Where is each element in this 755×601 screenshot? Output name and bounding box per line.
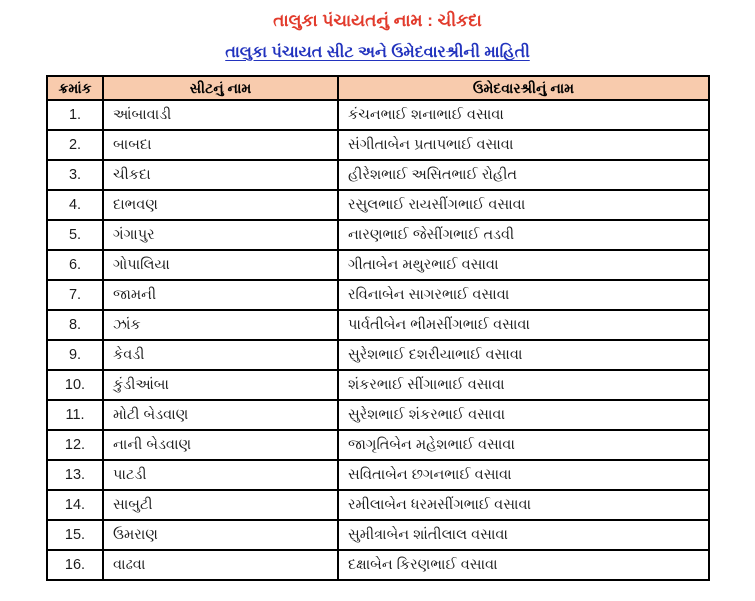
serial-number-cell: 9.: [47, 340, 103, 370]
table-row: [47, 310, 709, 340]
serial-number-cell: 1.: [47, 100, 103, 130]
table-header-row: [47, 76, 709, 100]
table-row: [47, 160, 709, 190]
candidate-name-cell: પાર્વતીબેન ભીમસીંગભાઈ વસાવા: [338, 310, 709, 340]
serial-number-cell: 7.: [47, 280, 103, 310]
seat-name-cell: ચીકદા: [103, 160, 338, 190]
seat-name-cell: ઝાંક: [103, 310, 338, 340]
serial-number-cell: 2.: [47, 130, 103, 160]
seat-name-cell: ગોપાલિયા: [103, 250, 338, 280]
page-title: તાલુકા પંચાયતનું નામ : ચીકદા: [273, 11, 482, 30]
candidates-table: [46, 75, 710, 581]
serial-number-cell: 16.: [47, 550, 103, 580]
candidate-name-cell: રમીલાબેન ધરમસીંગભાઈ વસાવા: [338, 490, 709, 520]
candidate-name-cell: દક્ષાબેન કિરણભાઈ વસાવા: [338, 550, 709, 580]
table-row: [47, 220, 709, 250]
table-row: [47, 100, 709, 130]
serial-number-cell: 14.: [47, 490, 103, 520]
table-row: [47, 340, 709, 370]
serial-number-cell: 15.: [47, 520, 103, 550]
candidate-name-cell: રસુલભાઈ રાયસીંગભાઈ વસાવા: [338, 190, 709, 220]
seat-name-cell: કેવડી: [103, 340, 338, 370]
seat-name-cell: કુંડીઆંબા: [103, 370, 338, 400]
table-row: [47, 490, 709, 520]
candidate-name-cell: નારણભાઈ જેસીંગભાઈ તડવી: [338, 220, 709, 250]
serial-number-cell: 4.: [47, 190, 103, 220]
serial-number-cell: 13.: [47, 460, 103, 490]
candidate-name-cell: સુરેશભાઈ શંકરભાઈ વસાવા: [338, 400, 709, 430]
serial-number-cell: 8.: [47, 310, 103, 340]
candidate-name-cell: સંગીતાબેન પ્રતાપભાઈ વસાવા: [338, 130, 709, 160]
seat-name-cell: મોટી બેડવાણ: [103, 400, 338, 430]
seat-name-cell: આંબાવાડી: [103, 100, 338, 130]
candidate-name-cell: સુરેશભાઈ દશરીયાભાઈ વસાવા: [338, 340, 709, 370]
table-row: [47, 460, 709, 490]
table-row: [47, 550, 709, 580]
header-serial-number: ક્રમાંક: [47, 76, 103, 100]
page-subtitle: તાલુકા પંચાયત સીટ અને ઉમેદવારશ્રીની માહિતી: [225, 44, 530, 61]
serial-number-cell: 6.: [47, 250, 103, 280]
candidate-name-cell: જાગૃતિબેન મહેશભાઈ વસાવા: [338, 430, 709, 460]
table-row: [47, 130, 709, 160]
table-row: [47, 370, 709, 400]
candidate-name-cell: શંકરભાઈ સીંગાભાઈ વસાવા: [338, 370, 709, 400]
candidate-name-cell: ગીતાબેન મથુરભાઈ વસાવા: [338, 250, 709, 280]
seat-name-cell: ગંગાપુર: [103, 220, 338, 250]
candidate-name-cell: સવિતાબેન છગનભાઈ વસાવા: [338, 460, 709, 490]
seat-name-cell: પાટડી: [103, 460, 338, 490]
serial-number-cell: 11.: [47, 400, 103, 430]
table-row: [47, 250, 709, 280]
serial-number-cell: 10.: [47, 370, 103, 400]
candidate-name-cell: હીરેશભાઈ અસિતભાઈ રોહીત: [338, 160, 709, 190]
serial-number-cell: 3.: [47, 160, 103, 190]
table-row: [47, 400, 709, 430]
candidate-name-cell: રવિનાબેન સાગરભાઈ વસાવા: [338, 280, 709, 310]
seat-name-cell: દાભવણ: [103, 190, 338, 220]
serial-number-cell: 12.: [47, 430, 103, 460]
candidate-name-cell: કંચનભાઈ શનાભાઈ વસાવા: [338, 100, 709, 130]
seat-name-cell: નાની બેડવાણ: [103, 430, 338, 460]
table-row: [47, 280, 709, 310]
seat-name-cell: બાબદા: [103, 130, 338, 160]
seat-name-cell: વાઢવા: [103, 550, 338, 580]
seat-name-cell: જામની: [103, 280, 338, 310]
seat-name-cell: ઉમરાણ: [103, 520, 338, 550]
serial-number-cell: 5.: [47, 220, 103, 250]
table-row: [47, 190, 709, 220]
header-seat-name: સીટનું નામ: [103, 76, 338, 100]
candidate-name-cell: સુમીત્રાબેન શાંતીલાલ વસાવા: [338, 520, 709, 550]
table-row: [47, 520, 709, 550]
table-row: [47, 430, 709, 460]
header-candidate-name: ઉમેદવારશ્રીનું નામ: [338, 76, 709, 100]
seat-name-cell: સાબુટી: [103, 490, 338, 520]
